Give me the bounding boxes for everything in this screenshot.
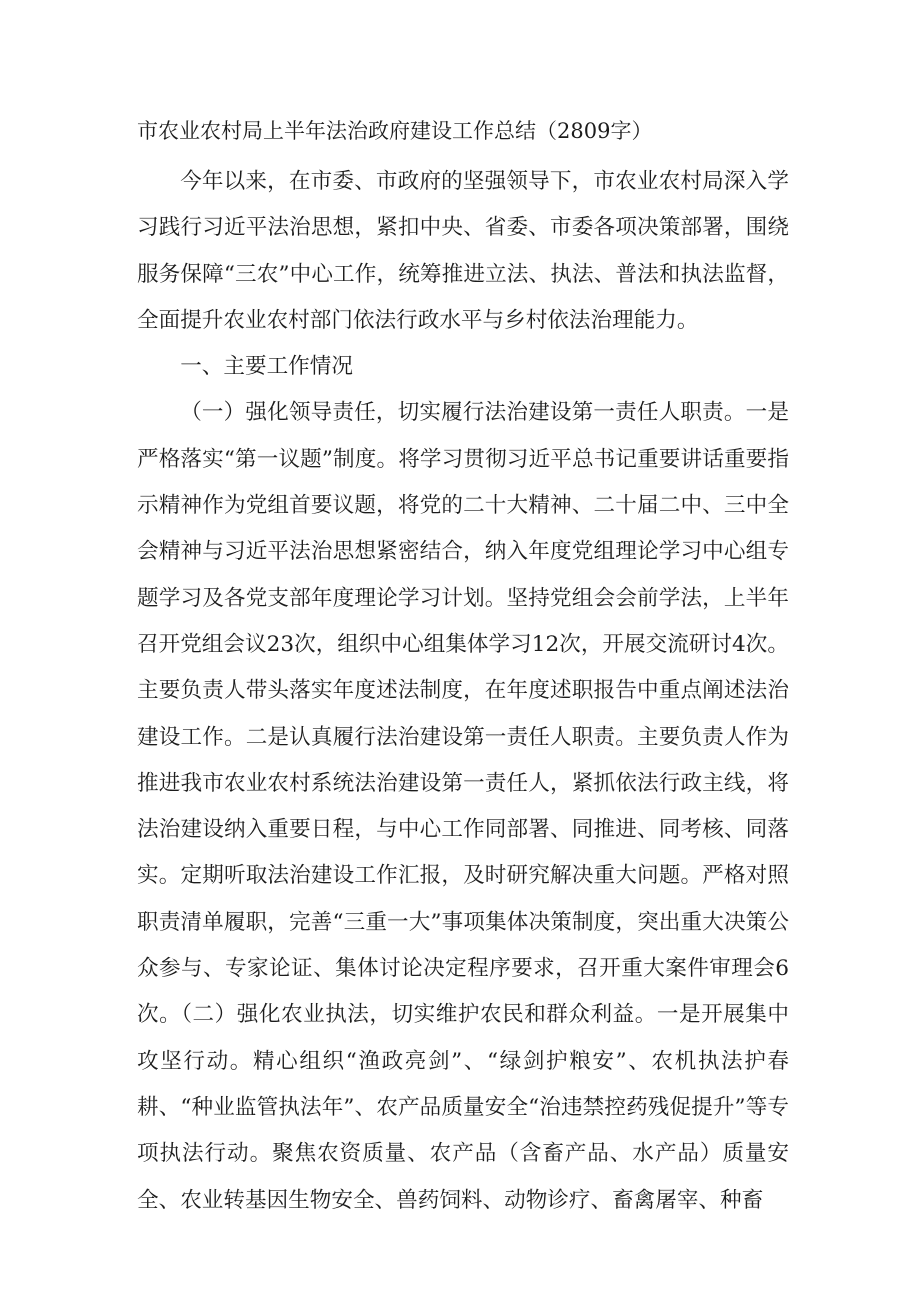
body-paragraph: （一）强化领导责任，切实履行法治建设第一责任人职责。一是严格落实“第一议题”制度。将学习贯彻习近平总书记重要讲话重要指示精神作为党组首要议题，将党的二十大精神、二十届二中、三中全会精神与习近平法治思想紧密结合，纳入年度党组理论学习中心组专题学习及各党支部年度理论学习计划。坚持党组会会前学法，上半年召开党组会议23次，组织中心组集体学习12次，开展交流研讨4次。主要负责人带头落实年度述法制度，在年度述职报告中重点阐述法治建设工作。二是认真履行法治建设第一责任人职责。主要负责人作为推进我市农业农村系统法治建设第一责任人，紧抓依法行政主线，将法治建设纳入重要日程，与中心工作同部署、同推进、同考核、同落实。定期听取法治建设工作汇报，及时研究解决重大问题。严格对照职责清单履职，完善“三重一大”事项集体决策制度，突出重大决策公众参与、专家论证、集体讨论决定程序要求，召开重大案件审理会6次。（二）强化农业执法，切实维护农民和群众利益。一是开展集中攻坚行动。精心组织“渔政亮剑”、“绿剑护粮安”、农机执法护春耕、“种业监管执法年”、农产品质量安全“治违禁控药残促提升”等专项执法行动。聚焦农资质量、农产品（含畜产品、水产品）质量安全、农业转基因生物安全、兽药饲料、动物诊疗、畜禽屠宰、种畜 <box>137 400 789 1213</box>
document-title: 市农业农村局上半年法治政府建设工作总结（2809字） <box>137 119 653 143</box>
document-body <box>137 159 789 1224</box>
section-heading: 一、主要工作情况 <box>180 354 353 380</box>
intro-paragraph: 今年以来，在市委、市政府的坚强领导下，市农业农村局深入学习践行习近平法治思想，紧扣中央、省委、市委各项决策部署，围绕服务保障“三农”中心工作，统筹推进立法、执法、普法和执法监督，全面提升农业农村部门依法行政水平与乡村依法治理能力。 <box>137 169 789 333</box>
